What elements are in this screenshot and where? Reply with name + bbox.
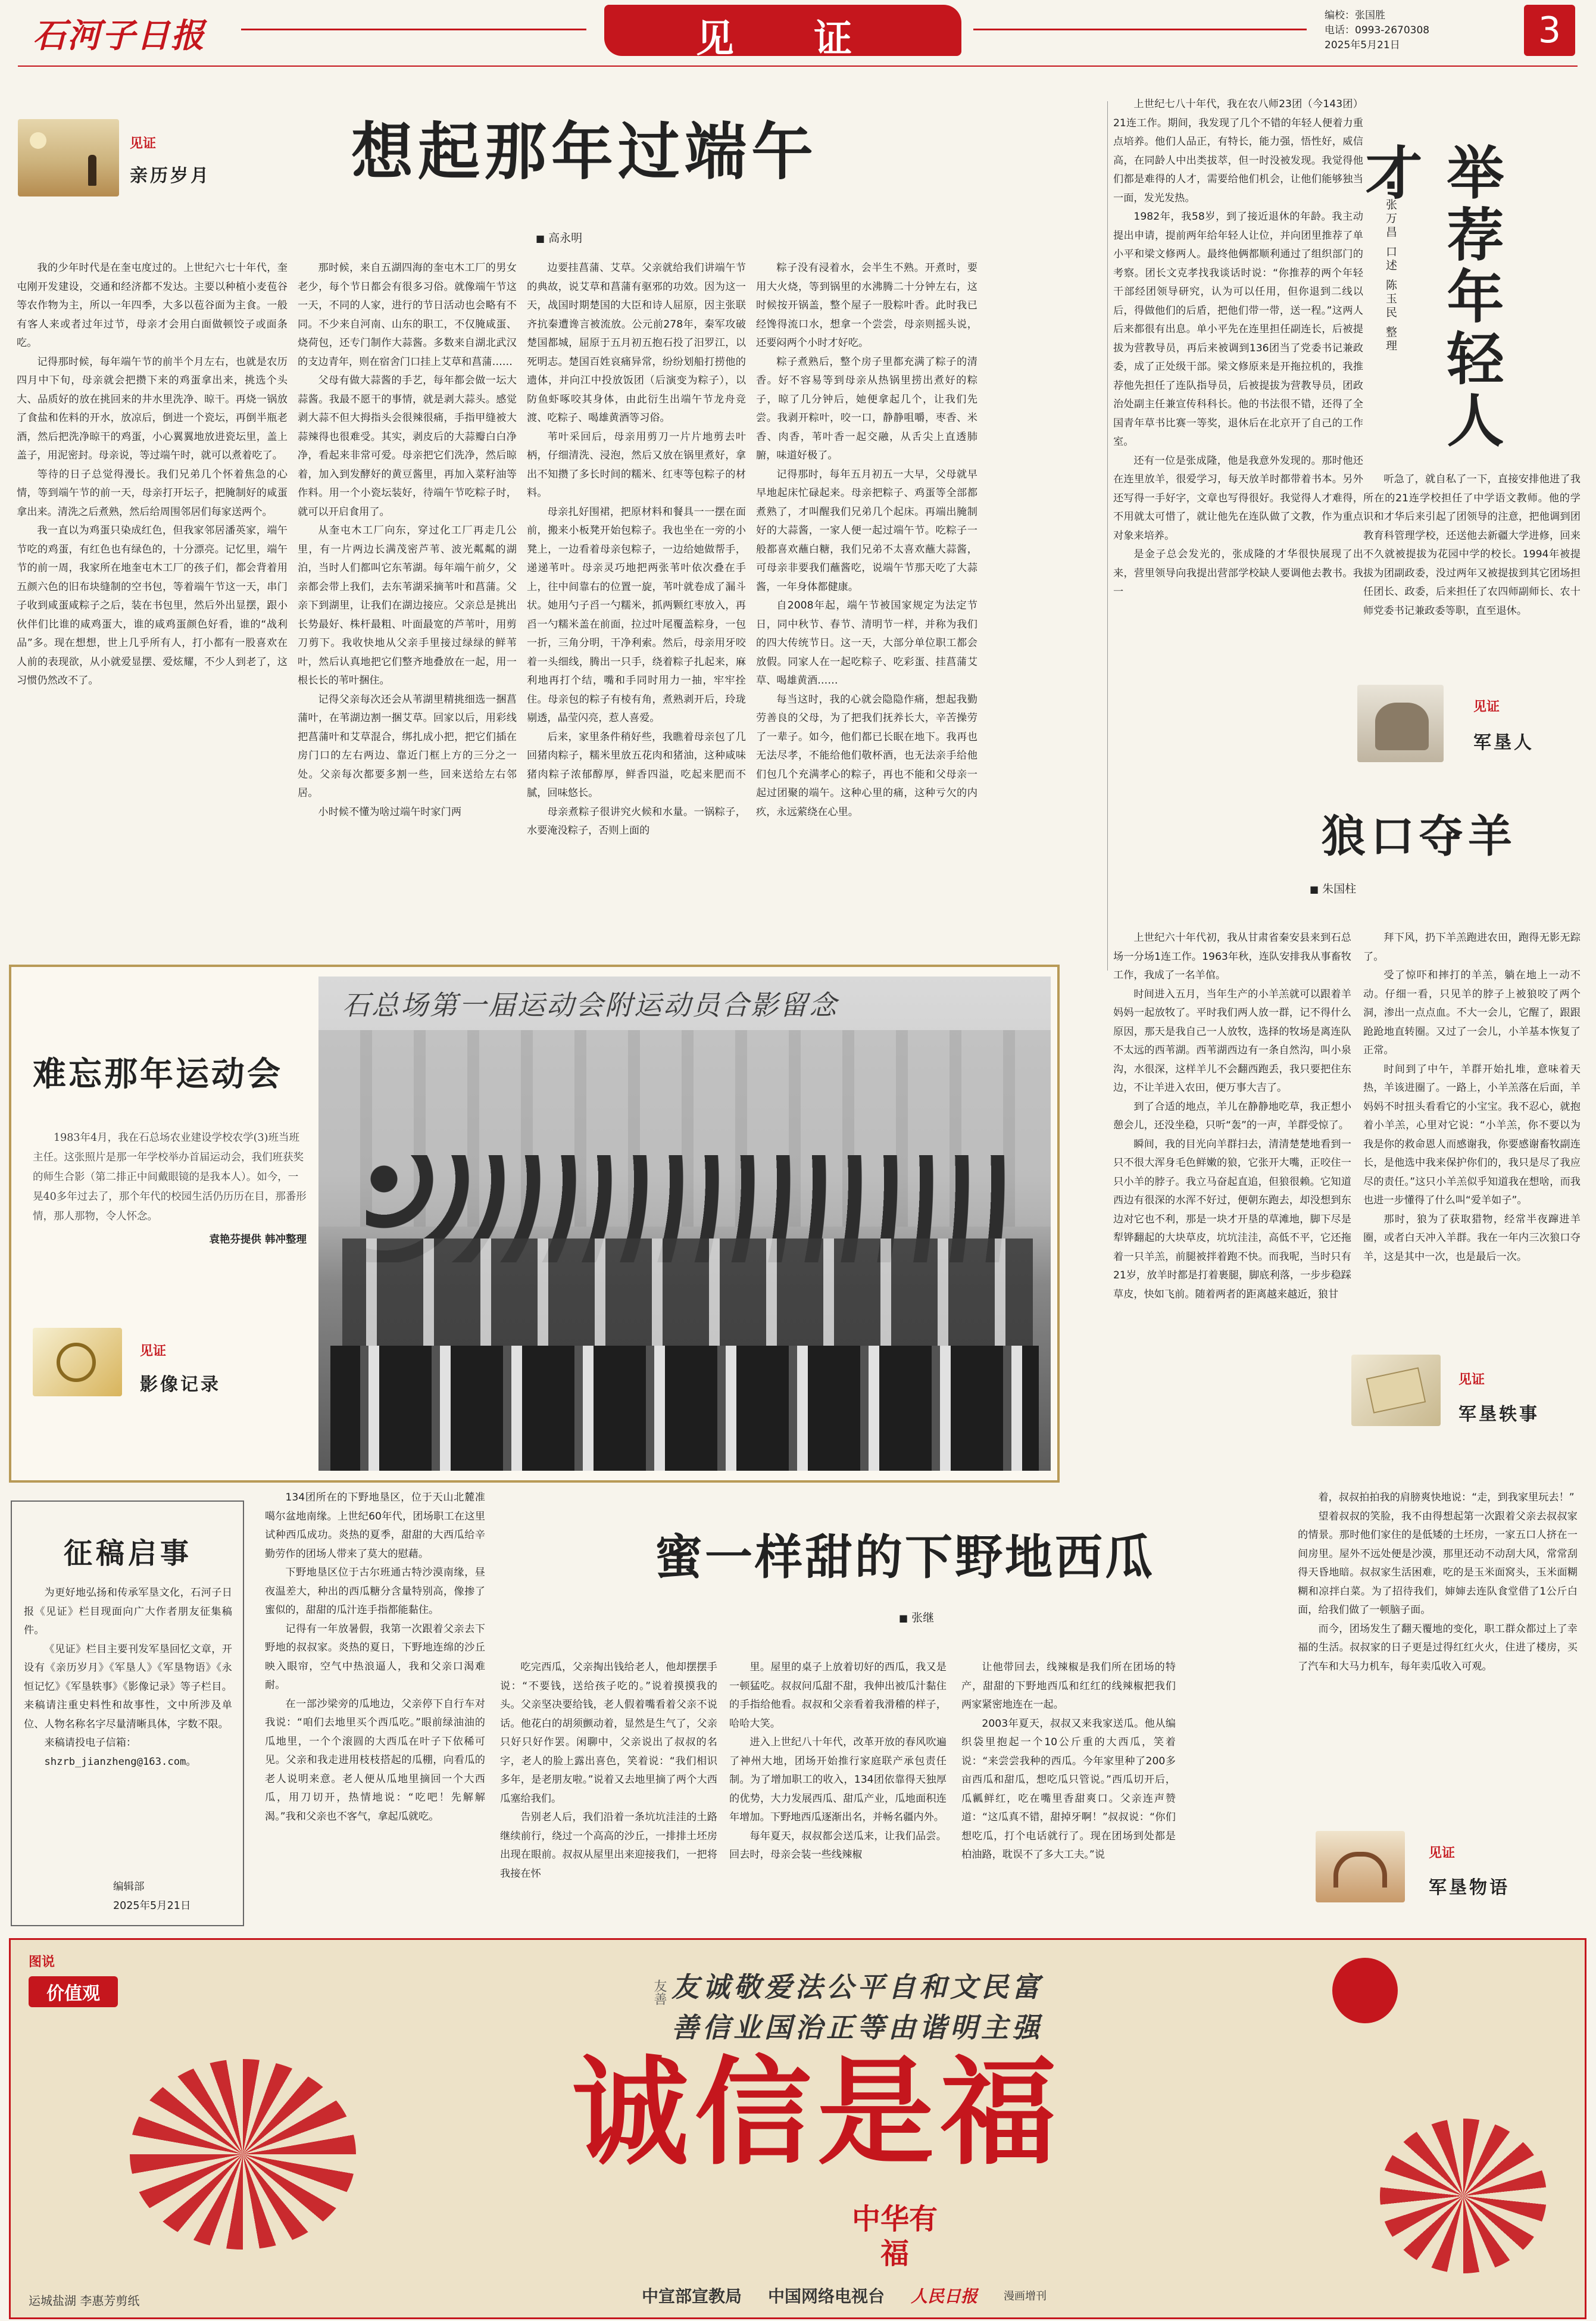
statue-figure [1375, 703, 1429, 750]
recommend-column-1 [1113, 95, 1363, 846]
paragraph: 进入上世纪八十年代，改革开放的春风吹遍了神州大地，团场开始推行家庭联产承包责任制。为了增加职工的收入，134团依靠得天独厚的优势，大力发展西瓜、甜瓜产业，瓜地面积连年增加。下野地西瓜逐渐出名，并畅名疆内外。 [729, 1736, 947, 1823]
paragraph: 每当这时，我的心就会隐隐作痛，想起我勤劳善良的父母，为了把我们抚养长大，辛苦操劳了一辈子。如今，他们都已长眠在地下。我再也无法尽孝，不能给他们敬杯酒，也无法亲手给他们包几个充满孝心的粽子，再也不能和父母亲一起过团聚的端午。这种心里的痛，这种亏欠的内疚，永远萦绕在心里。 [756, 693, 977, 818]
paragraph: 粽子煮熟后，整个房子里都充满了粽子的清香。好不容易等到母亲从热锅里捞出煮好的粽子，晾了几分钟后，她便拿起几个，让我们先尝。我剥开粽叶，咬一口，静静咀嚼，枣香、米香、肉香，苇叶香一起交融，从舌尖上直透肺腑，味道好极了。 [756, 355, 977, 461]
paragraph: 到了合适的地点，羊儿在静静地吃草，我正想小憩会儿，还没坐稳，只听“轰”的一声，羊群受惊了。 [1113, 1100, 1351, 1131]
ad-footer-publisher: 人民日报 [911, 2286, 978, 2306]
editor-info [1325, 8, 1491, 56]
wolf-byline: ■ 朱国柱 [1310, 880, 1429, 898]
call-email[interactable]: shzrb_jianzheng@163.com。 [44, 1755, 196, 1768]
melon-column-3 [729, 1658, 947, 1923]
wolf-tag-label: 见证 [1458, 1372, 1485, 1387]
article-column-3 [527, 259, 746, 914]
paragraph: 让他带回去，线辣椒是我们所在团场的特产，甜甜的下野地西瓜和红红的线辣椒把我们两家紧密地连在一起。 [961, 1661, 1176, 1711]
ad-footer-publisher: 中宣部宣教局 [642, 2286, 742, 2306]
ad-seal-text: 中华有福 [851, 2203, 938, 2270]
recommend-tag-label: 见证 [1473, 700, 1500, 715]
photo-tag-name: 影像记录 [140, 1374, 221, 1395]
paragraph: 望着叔叔的笑脸，我不由得想起第一次跟着父亲去叔叔家的情景。那时他们家住的是低矮的土坯房，一家五口人挤在一间房里。屋外不远处便是沙漠，那里还动不动刮大风，常常刮得天昏地暗。叔叔家生活困难，吃的是玉米面窝头，玉米面糊糊和凉拌白菜。为了招待我们，婶婶去连队食堂借了1公斤白面，给我们做了一顿脑子面。 [1298, 1510, 1578, 1616]
paragraph: 苇叶采回后，母亲用剪刀一片片地剪去叶柄，仔细清洗、浸泡，然后又放在锅里煮好，拿出不知攒了多长时间的糯米、红枣等包粽子的材料。 [527, 430, 746, 499]
recommend-tag-name: 军垦人 [1473, 732, 1534, 753]
papercut-art-right [1380, 2119, 1547, 2273]
ad-artwork-credit: 运城盐湖 李惠芳剪纸 [29, 2294, 140, 2308]
column-tag-label: 见证 [130, 136, 157, 151]
call-date: 2025年5月21日 [113, 1900, 191, 1912]
paragraph: 拜下风，扔下羊羔跑进农田，跑得无影无踪了。 [1363, 932, 1581, 963]
ad-values-side: 友善 [652, 1979, 667, 2005]
paragraph: 父母有做大蒜酱的手艺，每年都会做一坛大蒜酱。我最不愿干的事情，就是剥大蒜头。感觉剥大蒜不但大拇指头会很辣很痛，手指甲缝被大蒜辣得也很难受。其实，剥皮后的大蒜瓣白白净净，看起来非常可爱。母亲把它们洗净，然后晾着，加入到发酵好的黄豆酱里，再加入菜籽油等作料。用一个小瓷坛装好，待端午节吃粽子时，就可以开启食用了。 [298, 375, 517, 518]
paragraph: 记得有一年放暑假，我第一次跟着父亲去下野地的叔叔家。炎热的夏日，下野地连绵的沙丘映入眼帘，空气中热浪逼人，我和父亲口渴难耐。 [265, 1623, 485, 1691]
paragraph: 我的少年时代是在奎屯度过的。上世纪六七十年代，奎屯刚开发建设，交通和经济都不发达。主要以种植小麦苞谷等农作物为主，所以一年四季，大多以苞谷面为主食。一般有客人来或者过年过节，母亲才会用白面做顿饺子或面条吃。 [17, 262, 288, 349]
call-paragraph: 为更好地弘扬和传承军垦文化，石河子日报《见证》栏目现面向广大作者朋友征集稿件。 [24, 1587, 232, 1636]
recommend-byline-text: 张万昌 口述 陈玉民 整理 [1384, 198, 1397, 354]
wolf-tag-name: 军垦轶事 [1458, 1404, 1539, 1425]
ad-corner-top: 图说 [29, 1955, 55, 1970]
melon-tag-label: 见证 [1429, 1846, 1456, 1861]
paragraph: 2003年夏天，叔叔又来我家送瓜。他从编织袋里抱起一个10公斤重的大西瓜，笑着说：“来尝尝我种的西瓜。今年家里种了200多亩西瓜和甜瓜，想吃瓜只管说。”西瓜切开后，瓜瓤鲜红，吃在嘴里香甜爽口。父亲连声赞道：“这瓜真不错，甜掉牙啊！”叔叔说：“你们想吃瓜，打个电话就行了。现在团场到处都是柏油路，耽误不了多大工夫。”说 [961, 1717, 1176, 1861]
paragraph: 听急了，就自私了一下，直接安排他进了我所在的21连学校担任了中学语文教师。他的学识和才华后来引起了团领导的注意，把他调到团教育科管理学校，还送他去新疆大学进修，回来不久就被提拔为花园中学的校长。1994年被提拔为团副政委，没过两年又被提拔到其它团场担任团长、政委，后来担任了农四师副师长、农十师党委书记兼政委等职，直至退休。 [1363, 473, 1581, 617]
masthead-divider-right [973, 29, 1307, 30]
article-column-2 [298, 259, 517, 914]
photo-caption-text: 1983年4月，我在石总场农业建设学校农学(3)班当班主任。这张照片是那一年学校举办首届运动会，我们班获奖的师生合影（第二排正中间戴眼镜的是我本人）。如今，一晃40多年过去了，那个年代的校园生活仍历历在目，那番形情，那人那物，令人怀念。 [33, 1132, 307, 1222]
film-thumbnail-image [33, 1328, 122, 1396]
melon-column-1 [265, 1489, 485, 1923]
photo-feature-title: 难忘那年运动会 [33, 1055, 283, 1094]
call-sign: 编辑部 [113, 1881, 145, 1893]
column-thumbnail-image [18, 119, 119, 196]
paragraph: 时间到了中午，羊群开始扎堆，意味着天热，羊该进圈了。一路上，小羊羔落在后面，羊妈妈不时扭头看看它的小宝宝。我不忍心，就抱着小羊羔，心里对它说：“小羊羔，你不要以为我是你的救命恩人而感谢我，你要感谢畜牧副连长，是他选中我来保护你们的，我只是尽了我应尽的责任。”这只小羊羔似乎知道我在想啥，而我也进一步懂得了什么叫“爱羊如子”。 [1363, 1063, 1581, 1206]
photo-credit: 袁艳芬提供 韩冲整理 [209, 1234, 307, 1246]
paragraph: 等待的日子总觉得漫长。我们兄弟几个怀着焦急的心情，等到端午节的前一天，母亲打开坛子，把腌制好的咸蛋拿出来。清洗之后煮熟，然后给周围邻居们每家送两个。 [17, 468, 288, 518]
paragraph: 吃完西瓜，父亲掏出钱给老人，他却摆摆手说：“不要钱，送给孩子吃的。”说着摸摸我的头。父亲坚决要给钱，老人假着嘴看着父亲不说话。他花白的胡须颤动着，显然是生气了，父亲只好只好作罢。闲聊中，父亲说出了叔叔的名字，老人的脸上露出喜色，笑着说：“我们相识多年，是老朋友啦。”说着又去地里摘了两个大西瓜塞给我们。 [500, 1661, 717, 1805]
paragraph: 上世纪六十年代初，我从甘肃省秦安县来到石总场一分场1连工作。1963年秋，连队安排我从事畜牧工作，我成了一名羊倌。 [1113, 932, 1351, 981]
photo-banner-text: 石总场第一届运动会附运动员合影留念 [342, 989, 838, 1021]
sun-icon [30, 132, 46, 149]
ad-footer [642, 2281, 1178, 2310]
melon-column-5 [1298, 1489, 1578, 1828]
article-title: 想起那年过端午 [351, 115, 819, 188]
wolf-column-2 [1363, 929, 1581, 1328]
masthead-divider-left [241, 29, 586, 30]
paragraph: 母亲煮粽子很讲究火候和水量。一锅粽子，水要淹没粽子，否则上面的 [527, 806, 746, 837]
paragraph: 时间进入五月，当年生产的小羊羔就可以跟着羊妈妈一起放牧了。平时我们两人放一群，记不得什么原因，那天是我自己一人放牧，选择的牧场是离连队不太远的西苇湖。西苇湖西边有一条自然沟，叫小泉沟，水很深，这样羊儿不会翻西跑丢，我只要把住东边，不让羊进入农田，便万事大吉了。 [1113, 988, 1351, 1094]
film-reel-icon [57, 1343, 96, 1382]
photo-people-front-row [330, 1346, 1039, 1471]
issue-date: 2025年5月21日 [1325, 39, 1400, 51]
paragraph: 记得那时候，每年端午节的前半个月左右，也就是农历四月中下旬，母亲就会把攒下来的鸡蛋拿出来，挑选个头大、品质好的放在挑回来的井水里洗净、晾干。再烧一锅放了食盐和佐料的开水，放凉后，倒进一个瓷坛，再倒半瓶老酒，然后把洗净晾干的鸡蛋，小心翼翼地放进瓷坛里，盖上盖子，用泥密封。母亲说，等过端午时，就可以煮着吃了。 [17, 355, 288, 461]
paragraph: 母亲扎好围裙，把原材料和餐具一一摆在面前，搬来小板凳开始包粽子。我也坐在一旁的小凳上，一边看着母亲包粽子，一边给她做帮手，递递苇叶。母亲灵巧地把两张苇叶依次叠在手上，往中间靠右的位置一旋，苇叶就卷成了漏斗状。她用勺子舀一勺糯米，抓两颗红枣放入，再舀一勺糯米盖在前面，拉过叶尾覆盖粽身，一包一折，三角分明，干净利索。然后，母亲用牙咬着一头细线，腾出一只手，绕着粽子扎起来，麻利地再打个结，嘴和手同时用力一抽，牢牢拴住。母亲包的粽子有棱有角，煮熟剥开后，玲珑剔透，晶莹闪亮，惹人喜爱。 [527, 506, 746, 724]
section-title: 见 证 [695, 17, 870, 61]
paragraph: 粽子没有浸着水，会半生不熟。开煮时，要用大火烧，等到锅里的水沸腾二十分钟左右，这时候按开锅盖，整个屋子一股粽叶香。此时我已经馋得流口水，想拿一个尝尝，母亲则摇头说，还要闷两个小时才好吃。 [756, 262, 977, 349]
paragraph: 边要挂菖蒲、艾草。父亲就给我们讲端午节的典故，说艾草和菖蒲有驱邪的功效。因为这一天，战国时期楚国的大臣和诗人屈原，因主张联齐抗秦遭谗言被流放。公元前278年，秦军攻破楚国都城，屈原于五月初五抱石投了汨罗江，以死明志。楚国百姓哀痛异常，纷纷划船打捞他的遗体，并向江中投放饭团（后演变为粽子），以防鱼虾啄咬其身体，由此衍生出端午节龙舟竞渡、吃粽子、喝雄黄酒等习俗。 [527, 262, 746, 424]
paragraph: 小时候不懂为啥过端午时家门两 [318, 806, 462, 818]
recommend-byline [1375, 179, 1399, 435]
statue-thumbnail-image [1357, 685, 1444, 762]
editor-phone: 电话：0993-2670308 [1325, 24, 1430, 36]
melon-thumbnail-image [1316, 1831, 1405, 1902]
paragraph: 记得那时，每年五月初五一大早，父母就早早地起床忙碌起来。母亲把粽子、鸡蛋等全部都煮熟了，才叫醒我们兄弟几个起床。再端出腌制好的大蒜酱，一家人便一起过端午节。吃粽子一般都喜欢蘸白糖，我们兄弟不太喜欢蘸大蒜酱，可母亲非要我们蘸酱吃，说端午节那天吃了大蒜酱，一年身体都健康。 [756, 468, 977, 593]
ad-footer-publisher: 中国网络电视台 [768, 2286, 885, 2306]
recommend-column-2 [1363, 470, 1581, 673]
book-shape [1366, 1367, 1426, 1413]
paragraph: 受了惊吓和摔打的羊羔，躺在地上一动不动。仔细一看，只见羊的脖子上被狼咬了两个洞，渗出一点点血。不大一会儿，它醒了，跟跟跄跄地直转圈。又过了一会儿，小羊基本恢复了正常。 [1363, 969, 1581, 1056]
call-paragraph: 来稿请投电子信箱： [44, 1737, 137, 1749]
ad-corner-main: 价值观 [29, 1976, 118, 2007]
paragraph: 那时候，来自五湖四海的奎屯木工厂的男女老少，每个节日都会有很多习俗。就像端午节这一天，不同的人家，进行的节日活动也会略有不同。不少来自河南、山东的职工，不仅腌咸蛋、烧荷包，还专门制作大蒜酱。多数来自湖北武汉的支边青年，则在宿舍门口挂上艾草和菖蒲…… [298, 262, 517, 368]
paragraph: 我一直以为鸡蛋只染成红色，但我家邻居潘英家，端午节吃的鸡蛋，有红色也有绿色的，十分漂亮。记忆里，端午节的前一周，我家所在地奎屯木工厂的孩子们，都会背着用五颜六色的旧布块缝制的空书包，等着端午节这一天，串门子收到咸蛋咸粽子之后，装在书包里，然后外出显摆，跟小伙伴们比谁的咸鸡蛋大，谁的咸鸡蛋颜色好看，谁的“战利品”多。现在想想，世上几乎所有人，打小都有一股喜欢在人前的表现欲，从小就爱显摆、爱炫耀，不少人到老了，这习惯仍然改不了。 [17, 525, 288, 687]
call-for-papers-title: 征稿启事 [63, 1537, 192, 1570]
melon-column-2 [500, 1658, 717, 1923]
ad-values-line-2: 善信业国治正等由谐明主强 [671, 2011, 1043, 2044]
melon-column-4 [961, 1658, 1176, 1923]
ad-main-title: 诚信是福 [571, 2044, 1063, 2181]
paragraph: 告别老人后，我们沿着一条坑坑洼洼的土路继续前行，绕过一个高高的沙丘，一排排土坯房出现在眼前。叔叔从屋里出来迎接我们，一把将我接在怀 [500, 1811, 717, 1880]
paragraph: 瞬间，我的目光向羊群扫去，清清楚楚地看到一只不很大浑身毛色鲜嫩的狼，它张开大嘴，正咬住一只小羊的脖子。我立马奋起直追，但狼很赖。它知道西边有很深的水浑不好过，便朝东跑去，却没想到东边对它也不利，那是一块才开垦的草滩地，脚下尽是犁铧翻起的大块草皮，坑坑洼洼，高低不平，它还拖着一只羊羔，前腿被拌着跑不快。而我呢，当时只有21岁，放羊时都是打着裹腿，脚底利落，一步步稳踩草皮，快如飞前。随着两者的距离越来越近，狼甘 [1113, 1138, 1351, 1300]
ad-footer-publisher: 漫画增刊 [1004, 2290, 1047, 2303]
page-number: 3 [1524, 5, 1575, 56]
paragraph: 在一部沙梁旁的瓜地边，父亲停下自行车对我说：“咱们去地里买个西瓜吃。”眼前绿油油的瓜地里，一个个滚圆的大西瓜在叶子下依稀可见。父亲和我走进用枝枝搭起的瓜棚，向看瓜的老人说明来意。老人便从瓜地里摘回一个大西瓜，用刀切开，热情地说：“吃吧！先解解渴。”我和父亲也不客气，拿起瓜就吃。 [265, 1698, 485, 1823]
paragraph: 下野地垦区位于古尔班通古特沙漠南缘，昼夜温差大，种出的西瓜糖分含量特别高，像掺了蜜似的，甜甜的瓜汁连手指都能黏住。 [265, 1567, 485, 1616]
recommend-title: 举荐年轻人才 [1356, 143, 1505, 453]
paragraph: 记得父亲每次还会从苇湖里精挑细选一捆菖蒲叶，在苇湖边割一捆艾草。回家以后，用彩线把菖蒲叶和艾草混合，绑扎成小把，把它们插在房门口的左右两边、靠近门框上方的三分之一处。父亲每次都要多割一些，回来送给左右邻居。 [298, 693, 517, 799]
photo-tag-label: 见证 [140, 1344, 167, 1359]
papercut-art-left [130, 2059, 356, 2250]
group-photo [318, 977, 1051, 1471]
wolf-title: 狼口夺羊 [1322, 811, 1517, 862]
column-divider [1107, 101, 1108, 971]
ad-values-line-1: 友诚敬爱法公平自和文民富 [671, 1971, 1043, 2003]
call-for-papers-body [24, 1584, 232, 1882]
paragraph: 每年夏天，叔叔都会送瓜来，让我们品尝。回去时，母亲会装一些线辣椒 [729, 1830, 947, 1861]
gate-shape [1333, 1852, 1387, 1888]
paragraph: 着，叔叔拍拍我的肩膀爽快地说：“走，到我家里玩去！” [1318, 1492, 1575, 1503]
article-column-1 [17, 259, 288, 914]
paragraph: 而今，团场发生了翻天覆地的变化，职工群众都过上了幸福的生活。叔叔家的日子更是过得红红火火，住进了楼房，买了汽车和大马力机车，每年卖瓜收入可观。 [1298, 1623, 1578, 1673]
paragraph: 从奎屯木工厂向东，穿过化工厂再走几公里，有一片两边长满茂密芦苇、波光粼粼的湖泊，当时人们都叫它东苇湖。每年端午前夕，父亲都会带上我们，去东苇湖采摘苇叶和菖蒲。父亲下到湖里，让我们在湖边接应。父亲总是挑出长势最好、株杆最粗、叶面最宽的芦苇叶，用剪刀剪下。我收快地从父亲手里接过绿绿的鲜苇叶，然后认真地把它们整齐地叠放在一起，用一根长长的苇叶捆住。 [298, 525, 517, 687]
column-tag-name: 亲历岁月 [130, 166, 211, 186]
ad-corner-badge [29, 1952, 118, 2017]
call-paragraph: 《见证》栏目主要刊发军垦回忆文章，开设有《亲历岁月》《军垦人》《军垦物语》《永恒记忆》《军垦轶事》《影像记录》等子栏目。来稿请注重史料性和故事性，文中所涉及单位、人物名称名字尽量清晰具体，字数不限。 [24, 1643, 232, 1730]
paragraph: 134团所在的下野地垦区，位于天山北麓准噶尔盆地南缘。上世纪60年代，团场职工在这里试种西瓜成功。炎热的夏季，甜甜的大西瓜给辛勤劳作的团场人带来了莫大的慰藉。 [265, 1492, 485, 1560]
paragraph: 那时，狼为了获取猎物，经常半夜蹿进羊圈，或者白天冲入羊群。我在一年内三次狼口夺羊，这是其中一次，也是最后一次。 [1363, 1213, 1581, 1263]
paragraph: 1982年，我58岁，到了接近退休的年龄。我主动提出申请，提前两年给年轻人让位，并向团里推荐了单小平和梁文修两人。最终他俩都顺利通过了组织部门的考察。团长文克孝找我谈话时说：“你推荐的两个年轻干部经团领导研究，认为可以任用，但你退到二线以后，得做他们的后盾，把他们带一带，送一程。”这两人后来都很有出息。单小平先在连里担任副连长，后被提拔为营教导员，再后来被调到136团当了党委书记兼政委，成了正处级干部。梁文修原来是开拖拉机的，我推荐他先担任了连队指导员，后被提拔为营教导员，团政治处副主任兼宣传科科长。他的书法很不错，还得了全国青年草书比赛一等奖，退休后在北京开了自己的工作室。 [1113, 211, 1363, 448]
figure-silhouette [88, 155, 96, 186]
paragraph: 上世纪七八十年代，我在农八师23团（今143团）21连工作。期间，我发现了几个不错的年轻人便着力重点培养。他们人品正，有特长，能力强，悟性好，威信高，在同龄人中出类拔萃，但一时没被发现。我觉得他们都是难得的人才，需要给他们机会，让他们能够独当一面，发光发热。 [1113, 98, 1363, 204]
photo-feature-caption [33, 1128, 307, 1325]
masthead-rule [18, 65, 1578, 67]
paragraph: 是金子总会发光的，张成隆的才华很快展现了出来，营里领导向我提出营部学校缺人要调他去教书。我一 [1113, 548, 1363, 598]
paragraph: 里。屋里的桌子上放着切好的西瓜，我又是一顿猛吃。叔叔问瓜甜不甜，我伸出被瓜汁黏住的手指给他看。叔叔和父亲看着我滑稽的样子，哈哈大笑。 [729, 1661, 947, 1730]
paragraph: 还有一位是张成隆，他是我意外发现的。那时他还在连里放羊，很爱学习，每天放羊时都带着书本。另外还写得一手好字，文章也写得很好。我觉得人才难得，不用就太可惜了，就让他先在连队做了文教，作为重点对象来培养。 [1113, 454, 1363, 542]
paragraph: 后来，家里条件稍好些，我瞧着母亲包了几回猪肉粽子，糯米里放五花肉和猪油，这种咸味猪肉粽子浓郁醇厚，鲜香四溢，吃起来肥而不腻，回味悠长。 [527, 731, 746, 799]
paragraph: 自2008年起，端午节被国家规定为法定节日，同中秋节、春节、清明节一样，并称为我们的四大传统节日。这一天，大部分单位职工都会放假。同家人在一起吃粽子、吃彩蛋、挂菖蒲艾草、喝雄黄酒…… [756, 600, 977, 687]
photo-people-middle-row [342, 1239, 1033, 1358]
melon-byline: ■ 张继 [899, 1609, 1018, 1627]
ad-banner [9, 1938, 1586, 2319]
article-byline: ■ 高永明 [536, 229, 655, 247]
article-column-4 [756, 259, 977, 914]
sheep-thumbnail-image [1351, 1355, 1441, 1426]
ad-round-seal [1332, 1958, 1398, 2023]
editor-name: 编校：张国胜 [1325, 10, 1385, 21]
masthead [33, 5, 1581, 61]
paper-name: 石河子日报 [33, 16, 205, 55]
melon-tag-name: 军垦物语 [1429, 1877, 1510, 1898]
melon-title: 蜜一样甜的下野地西瓜 [655, 1529, 1155, 1585]
wolf-column-1 [1113, 929, 1351, 1477]
